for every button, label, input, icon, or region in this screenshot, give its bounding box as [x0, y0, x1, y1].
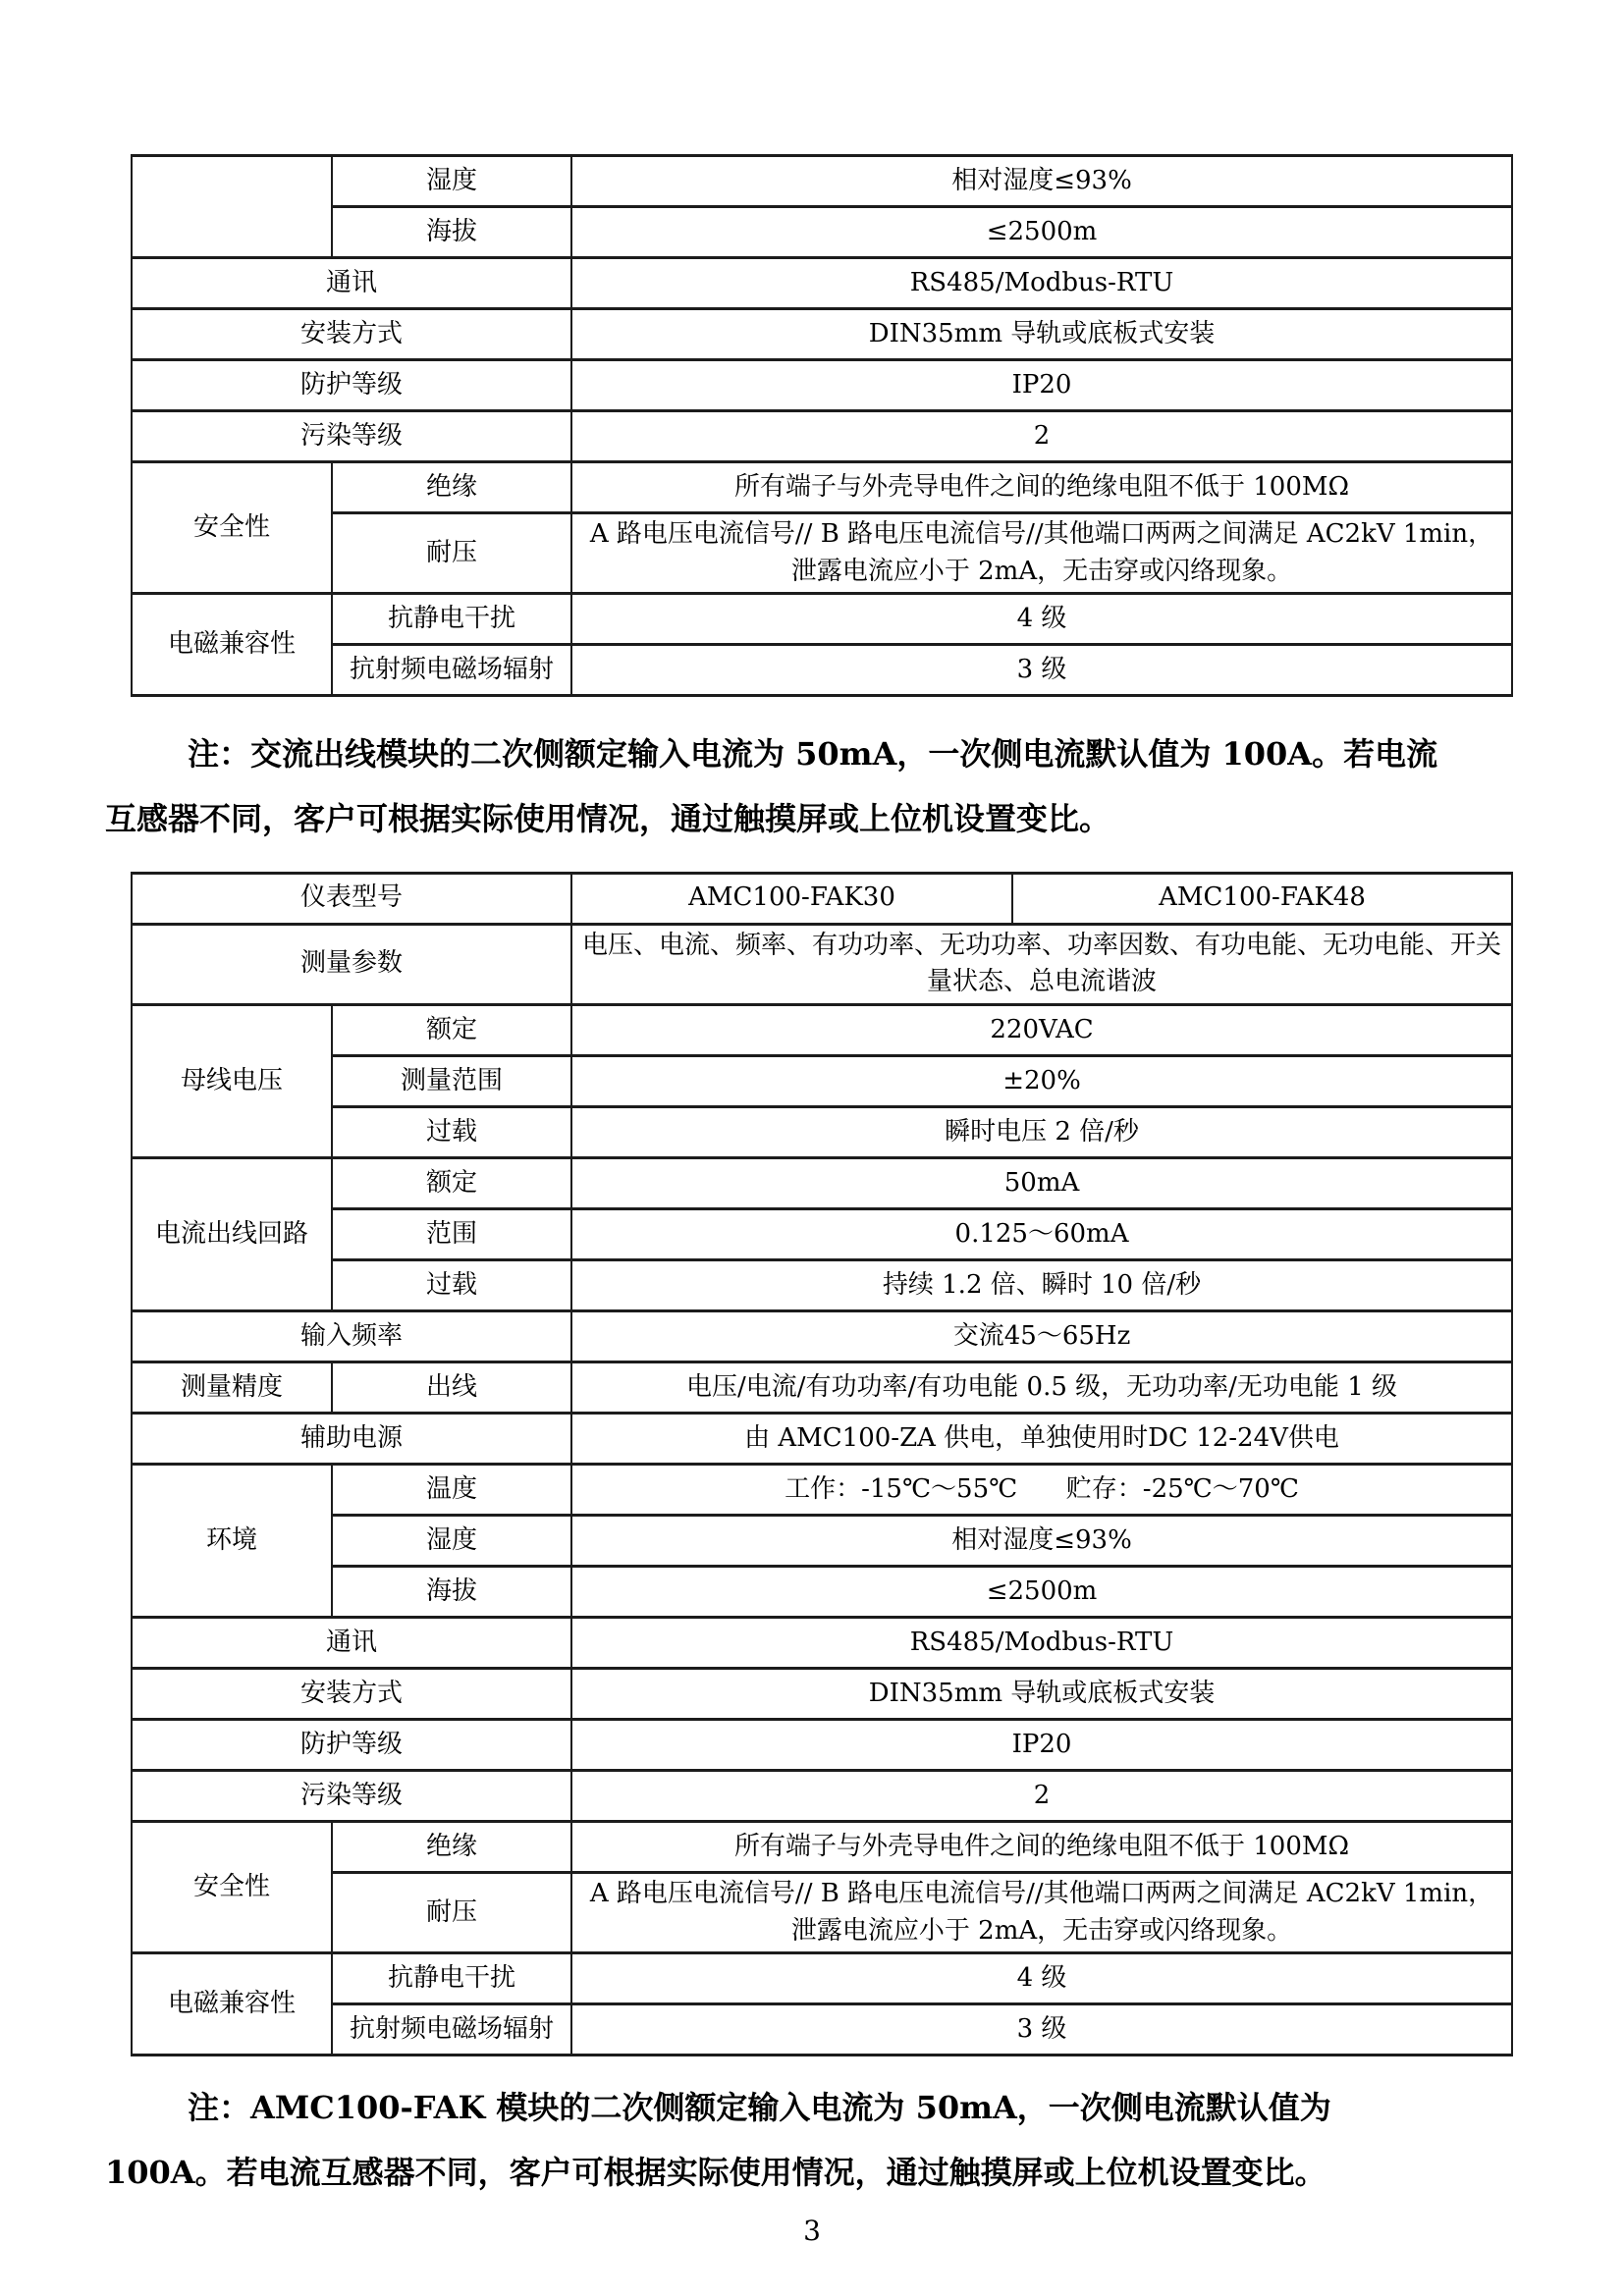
t1-insulation-value: 所有端子与外壳导电件之间的绝缘电阻不低于 100MΩ — [571, 462, 1512, 513]
t2-params-value: 电压、电流、频率、有功功率、无功功率、功率因数、有功电能、无功电能、开关量状态、总电流谐波 — [571, 924, 1512, 1004]
t2-bus-voltage-group-label: 母线电压 — [132, 1004, 332, 1157]
t1-humidity-label: 湿度 — [332, 156, 571, 207]
t2-esd-label: 抗静电干扰 — [332, 1953, 571, 2004]
t1-env-group-blank-cell — [132, 156, 332, 258]
t2-bus-rated-value: 220VAC — [571, 1004, 1512, 1055]
t2-insulation-label: 绝缘 — [332, 1821, 571, 1872]
t1-comm-label: 通讯 — [132, 258, 571, 309]
t1-esd-value: 4 级 — [571, 594, 1512, 645]
t2-current-loop-group-label: 电流出线回路 — [132, 1157, 332, 1310]
t2-loop-overload-label: 过载 — [332, 1259, 571, 1310]
t2-input-freq-label: 输入频率 — [132, 1310, 571, 1362]
t1-mounting-value: DIN35mm 导轨或底板式安装 — [571, 309, 1512, 360]
t2-withstand-label: 耐压 — [332, 1872, 571, 1952]
t1-ip-rating-label: 防护等级 — [132, 360, 571, 411]
t1-emc-group-label: 电磁兼容性 — [132, 594, 332, 696]
t2-temperature-label: 温度 — [332, 1464, 571, 1515]
t2-mounting-value: DIN35mm 导轨或底板式安装 — [571, 1668, 1512, 1719]
t2-loop-rated-value: 50mA — [571, 1157, 1512, 1208]
t2-altitude-value: ≤2500m — [571, 1566, 1512, 1617]
t1-ip-rating-value: IP20 — [571, 360, 1512, 411]
t1-insulation-label: 绝缘 — [332, 462, 571, 513]
t2-aux-power-value: 由 AMC100-ZA 供电，单独使用时DC 12-24V供电 — [571, 1413, 1512, 1464]
t1-altitude-label: 海拔 — [332, 207, 571, 258]
t2-insulation-value: 所有端子与外壳导电件之间的绝缘电阻不低于 100MΩ — [571, 1821, 1512, 1872]
t2-comm-value: RS485/Modbus-RTU — [571, 1617, 1512, 1668]
t2-bus-range-value: ±20% — [571, 1055, 1512, 1106]
t2-bus-range-label: 测量范围 — [332, 1055, 571, 1106]
t1-pollution-label: 污染等级 — [132, 411, 571, 462]
t1-esd-label: 抗静电干扰 — [332, 594, 571, 645]
t2-ip-rating-value: IP20 — [571, 1719, 1512, 1770]
t2-bus-overload-label: 过载 — [332, 1106, 571, 1157]
t1-withstand-value: A 路电压电流信号// B 路电压电流信号//其他端口两两之间满足 AC2kV 1min，泄露电流应小于 2mA，无击穿或闪络现象。 — [571, 513, 1512, 594]
t2-aux-power-label: 辅助电源 — [132, 1413, 571, 1464]
t2-accuracy-value: 电压/电流/有功功率/有功电能 0.5 级，无功功率/无功电能 1 级 — [571, 1362, 1512, 1413]
t2-esd-value: 4 级 — [571, 1953, 1512, 2004]
t2-rf-value: 3 级 — [571, 2004, 1512, 2056]
t2-loop-overload-value: 持续 1.2 倍、瞬时 10 倍/秒 — [571, 1259, 1512, 1310]
note-fak-module: 注：AMC100-FAK 模块的二次侧额定输入电流为 50mA，一次侧电流默认值为 100A。若电流互感器不同，客户可根据实际使用情况，通过触摸屏或上位机设置变比。 — [105, 2089, 1331, 2191]
t1-pollution-value: 2 — [571, 411, 1512, 462]
spec-table-continuation — [131, 154, 1513, 697]
t2-pollution-label: 污染等级 — [132, 1770, 571, 1821]
t2-ip-rating-label: 防护等级 — [132, 1719, 571, 1770]
t2-bus-rated-label: 额定 — [332, 1004, 571, 1055]
t1-altitude-value: ≤2500m — [571, 207, 1512, 258]
t2-params-label: 测量参数 — [132, 924, 571, 1004]
t2-accuracy-group-label: 测量精度 — [132, 1362, 332, 1413]
t2-comm-label: 通讯 — [132, 1617, 571, 1668]
t2-environment-group-label: 环境 — [132, 1464, 332, 1617]
t2-withstand-value: A 路电压电流信号// B 路电压电流信号//其他端口两两之间满足 AC2kV 1min，泄露电流应小于 2mA，无击穿或闪络现象。 — [571, 1872, 1512, 1952]
t2-model-label: 仪表型号 — [132, 873, 571, 924]
t2-rf-label: 抗射频电磁场辐射 — [332, 2004, 571, 2056]
t2-accuracy-label: 出线 — [332, 1362, 571, 1413]
t1-comm-value: RS485/Modbus-RTU — [571, 258, 1512, 309]
page-number: 3 — [803, 2215, 821, 2247]
t2-humidity-label: 湿度 — [332, 1515, 571, 1566]
t2-pollution-value: 2 — [571, 1770, 1512, 1821]
t1-mounting-label: 安装方式 — [132, 309, 571, 360]
t2-altitude-label: 海拔 — [332, 1566, 571, 1617]
spec-table-fak — [131, 872, 1513, 2057]
t2-loop-range-label: 范围 — [332, 1208, 571, 1259]
t1-withstand-label: 耐压 — [332, 513, 571, 594]
t2-emc-group-label: 电磁兼容性 — [132, 1953, 332, 2056]
t2-temperature-value: 工作：-15℃～55℃ 贮存：-25℃～70℃ — [571, 1464, 1512, 1515]
t1-rf-label: 抗射频电磁场辐射 — [332, 645, 571, 696]
t2-model-fak48: AMC100-FAK48 — [1012, 873, 1512, 924]
t2-input-freq-value: 交流45～65Hz — [571, 1310, 1512, 1362]
t1-safety-group-label: 安全性 — [132, 462, 332, 594]
t1-rf-value: 3 级 — [571, 645, 1512, 696]
t2-loop-rated-label: 额定 — [332, 1157, 571, 1208]
t2-loop-range-value: 0.125～60mA — [571, 1208, 1512, 1259]
t2-safety-group-label: 安全性 — [132, 1821, 332, 1952]
t2-bus-overload-value: 瞬时电压 2 倍/秒 — [571, 1106, 1512, 1157]
t2-mounting-label: 安装方式 — [132, 1668, 571, 1719]
t1-humidity-value: 相对湿度≤93% — [571, 156, 1512, 207]
t2-humidity-value: 相对湿度≤93% — [571, 1515, 1512, 1566]
note-ac-outgoing-module: 注：交流出线模块的二次侧额定输入电流为 50mA，一次侧电流默认值为 100A。若电流互感器不同，客户可根据实际使用情况，通过触摸屏或上位机设置变比。 — [105, 735, 1438, 837]
t2-model-fak30: AMC100-FAK30 — [571, 873, 1012, 924]
